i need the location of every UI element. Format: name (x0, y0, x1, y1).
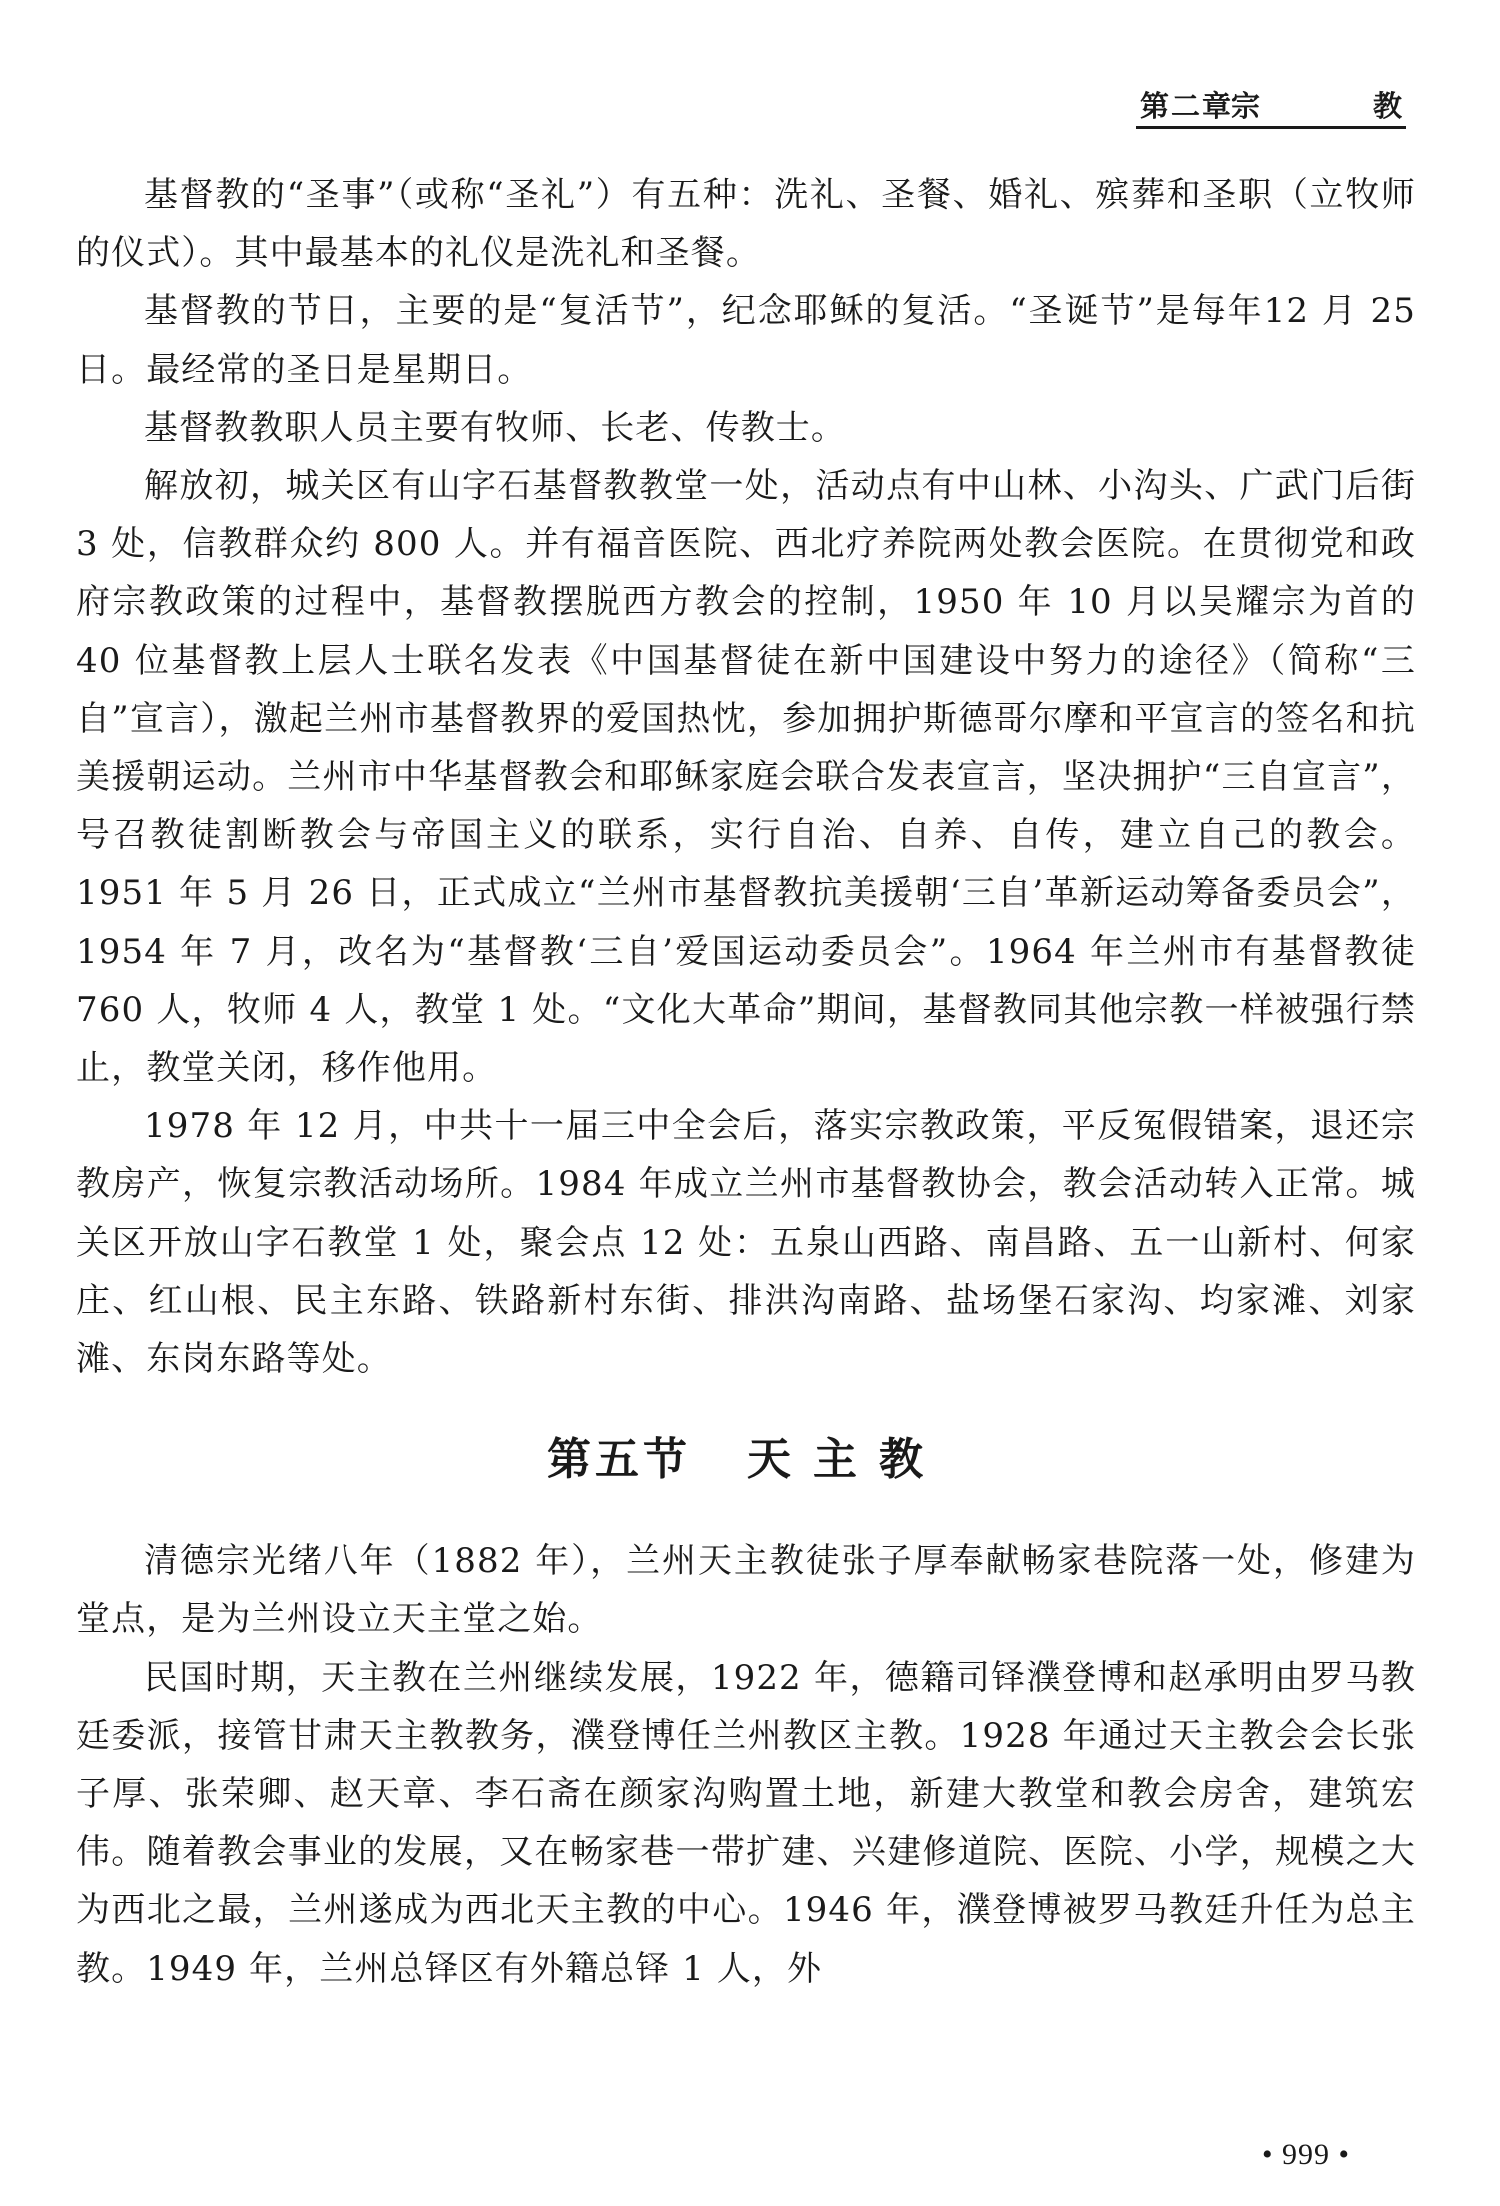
page-body (76, 166, 1416, 1998)
paragraph-clergy: 基督教教职人员主要有牧师、长老、传教士。 (144, 407, 846, 448)
running-header (1136, 82, 1444, 129)
paragraph-festivals: 基督教的节日，主要的是“复活节”，纪念耶稣的复活。“圣诞节”是每年12 月 25 日。最经常的圣日是星期日。 (76, 291, 1416, 390)
paragraph-reform-era: 1978 年 12 月，中共十一届三中全会后，落实宗教政策，平反冤假错案，退还宗教房产，恢复宗教活动场所。1984 年成立兰州市基督教协会，教会活动转入正常。城关区开放山字石教堂 1 处，聚会点 12 处：五泉山西路、南昌路、五一山新村、何家庄、红山根、民主东路、铁路新村东街、排洪沟南路、盐场堡石家沟、均家滩、刘家滩、东岗东路等处。 (76, 1106, 1416, 1380)
chapter-topic: 宗 教 (1230, 89, 1444, 123)
paragraph-catholic-origin: 清德宗光绪八年（1882 年），兰州天主教徒张子厚奉献畅家巷院落一处，修建为堂点，是为兰州设立天主堂之始。 (76, 1541, 1416, 1640)
section-number: 第五节 (547, 1434, 691, 1486)
section-heading (76, 1430, 1416, 1490)
page-number: • 999 • (1262, 2138, 1351, 2171)
paragraph-republic-era: 民国时期，天主教在兰州继续发展，1922 年，德籍司铎濮登博和赵承明由罗马教廷委派，接管甘肃天主教教务，濮登博任兰州教区主教。1928 年通过天主教会会长张子厚、张荣卿、赵天章、李石斋在颜家沟购置土地，新建大教堂和教会房舍，建筑宏伟。随着教会事业的发展，又在畅家巷一带扩建、兴建修道院、医院、小学，规模之大为西北之最，兰州遂成为西北天主教的中心。1946 年，濮登博被罗马教廷升任为总主教。1949 年，兰州总铎区有外籍总铎 1 人，外 (76, 1657, 1416, 1989)
chapter-label: 第二章 (1140, 89, 1234, 123)
section-name: 天主教 (747, 1434, 945, 1486)
paragraph-liberation-history: 解放初，城关区有山字石基督教教堂一处，活动点有中山林、小沟头、广武门后街 3 处，信教群众约 800 人。并有福音医院、西北疗养院两处教会医院。在贯彻党和政府宗教政策的过程中，基督教摆脱西方教会的控制，1950 年 10 月以吴耀宗为首的 40 位基督教上层人士联名发表《中国基督徒在新中国建设中努力的途径》（简称“三自”宣言），激起兰州市基督教界的爱国热忱，参加拥护斯德哥尔摩和平宣言的签名和抗美援朝运动。兰州市中华基督教会和耶稣家庭会联合发表宣言，坚决拥护“三自宣言”，号召教徒割断教会与帝国主义的联系，实行自治、自养、自传，建立自己的教会。1951 年 5 月 26 日，正式成立“兰州市基督教抗美援朝‘三自’革新运动筹备委员会”，1954 年 7 月，改名为“基督教‘三自’爱国运动委员会”。1964 年兰州市有基督教徒 760 人，牧师 4 人，教堂 1 处。“文化大革命”期间，基督教同其他宗教一样被强行禁止，教堂关闭，移作他用。 (76, 466, 1416, 1089)
paragraph-sacraments: 基督教的“圣事”（或称“圣礼”）有五种：洗礼、圣餐、婚礼、殡葬和圣职（立牧师的仪式）。其中最基本的礼仪是洗礼和圣餐。 (76, 175, 1416, 274)
